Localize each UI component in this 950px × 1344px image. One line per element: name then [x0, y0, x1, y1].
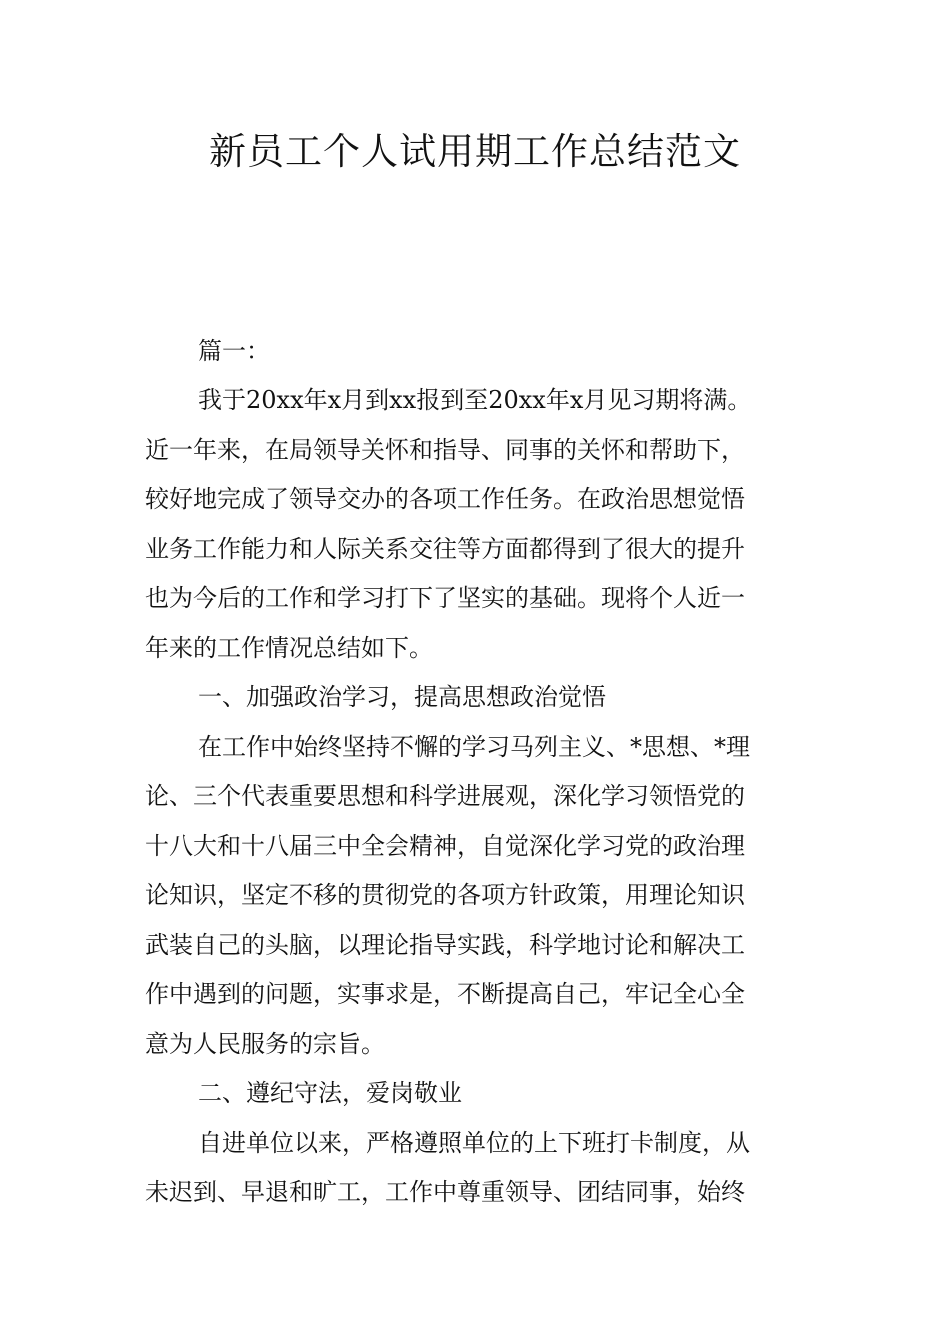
paragraph-line: 我于20xx年x月到xx报到至20xx年x月见习期将满。 — [198, 386, 752, 414]
paragraph-line: 论、三个代表重要思想和科学进展观，深化学习领悟党的 — [145, 782, 745, 810]
paragraph-line: 在工作中始终坚持不懈的学习马列主义、*思想、*理 — [198, 733, 750, 761]
paragraph-line: 近一年来，在局领导关怀和指导、同事的关怀和帮助下， — [145, 436, 745, 464]
paragraph-line: 自进单位以来，严格遵照单位的上下班打卡制度，从 — [198, 1129, 750, 1157]
paragraph-line: 论知识，坚定不移的贯彻党的各项方针政策，用理论知识 — [145, 881, 745, 909]
paragraph-line: 较好地完成了领导交办的各项工作任务。在政治思想觉悟 — [145, 485, 745, 513]
paragraph-line: 也为今后的工作和学习打下了坚实的基础。现将个人近一 — [145, 584, 745, 612]
paragraph-line: 业务工作能力和人际关系交往等方面都得到了很大的提升 — [145, 535, 745, 563]
section-heading-two: 二、遵纪守法，爱岗敬业 — [198, 1079, 462, 1107]
section-heading-one: 一、加强政治学习，提高思想政治觉悟 — [198, 683, 606, 711]
paragraph-line: 武装自己的头脑，以理论指导实践，科学地讨论和解决工 — [145, 931, 745, 959]
paragraph-line: 未迟到、早退和旷工，工作中尊重领导、团结同事，始终 — [145, 1178, 745, 1206]
paragraph-line: 意为人民服务的宗旨。 — [145, 1030, 385, 1058]
paragraph-line: 作中遇到的问题，实事求是，不断提高自己，牢记全心全 — [145, 980, 745, 1008]
paragraph-line: 十八大和十八届三中全会精神，自觉深化学习党的政治理 — [145, 832, 745, 860]
section-label-part-one: 篇一： — [198, 337, 270, 365]
paragraph-line: 年来的工作情况总结如下。 — [145, 634, 433, 662]
document-title: 新员工个人试用期工作总结范文 — [209, 130, 741, 173]
